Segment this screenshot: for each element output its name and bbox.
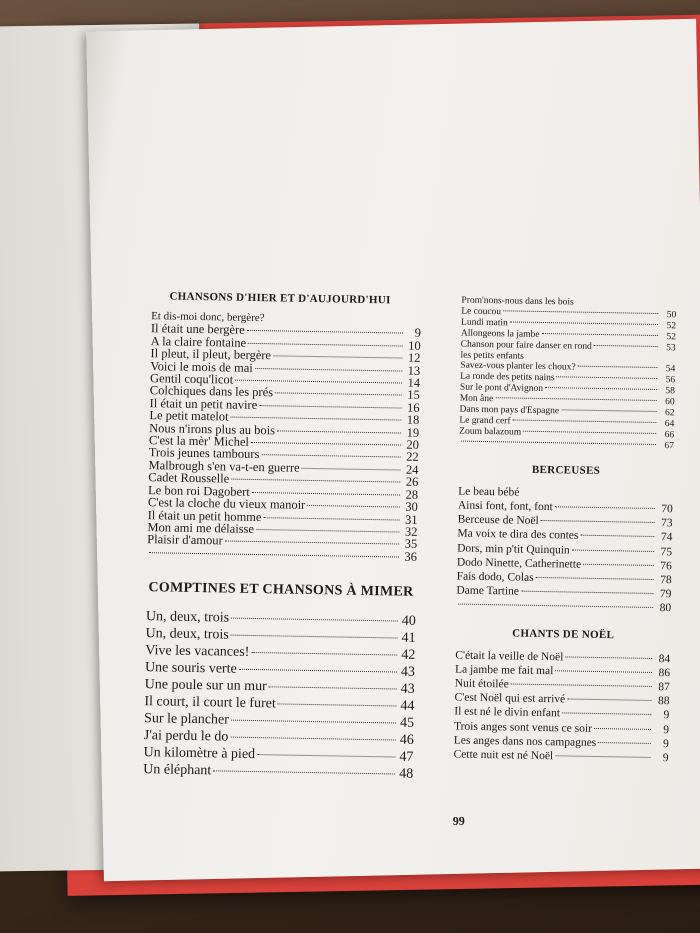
entry-title: Mon âne <box>459 393 494 405</box>
dot-leader <box>261 455 400 458</box>
dot-leader <box>503 310 658 314</box>
entry-title: Il pleut, il pleut, bergère <box>150 346 272 363</box>
dot-leader <box>252 492 400 496</box>
entry-page-number: 60 <box>665 397 675 408</box>
berceuses-list <box>456 484 673 616</box>
dot-leader <box>598 742 651 744</box>
entry-title: Dame Tartine <box>456 584 520 598</box>
entry-title: Cette nuit est né Noël <box>453 748 554 763</box>
entry-title: Malbrough s'en va-t-en guerre <box>148 458 300 475</box>
toc-entry <box>459 437 674 452</box>
entry-page-number: 42 <box>401 647 416 663</box>
dot-leader <box>264 517 400 520</box>
entry-title: Trois anges sont venus ce soir <box>453 720 593 735</box>
entry-page-number: 67 <box>664 440 675 452</box>
entry-page-number: 44 <box>400 698 415 714</box>
dot-leader <box>235 380 402 384</box>
dot-leader <box>555 755 650 758</box>
entry-title: Dors, min p'tit Quinquin <box>457 542 570 557</box>
section-title-chansons: CHANSONS D'HIER ET D'AUJOURD'HUI <box>169 290 391 307</box>
entry-title: Il court, il court le furet <box>144 694 276 712</box>
entry-title: Il était un petit navire <box>149 395 258 412</box>
dot-leader <box>572 549 654 551</box>
entry-title: Lundi matin <box>460 317 508 329</box>
dot-leader <box>594 727 651 729</box>
dot-leader <box>259 405 401 408</box>
entry-page-number: 31 <box>405 512 418 527</box>
entry-page-number: 10 <box>408 338 421 353</box>
dot-leader <box>580 535 654 537</box>
entry-page-number: 54 <box>665 364 676 375</box>
book-page <box>86 19 700 882</box>
entry-page-number: 88 <box>657 695 670 708</box>
entry-page-number: 12 <box>407 350 421 366</box>
entry-title: C'est la mèr' Michel <box>148 433 250 449</box>
dot-leader <box>557 377 658 380</box>
entry-title: C'est Noël qui est arrivé <box>454 691 566 706</box>
entry-title: Berceuse de Noël <box>457 513 539 528</box>
entry-page-number: 79 <box>659 588 672 601</box>
entry-title: Il était une bergère <box>150 321 245 338</box>
entry-page-number: 9 <box>414 326 422 341</box>
entry-title: Nuit étoilée <box>454 677 509 691</box>
dot-leader <box>583 563 654 565</box>
dot-leader <box>562 713 651 716</box>
dot-leader <box>248 343 403 347</box>
entry-title: Prom'nons-nous dans les bois <box>461 295 574 308</box>
entry-title: Le petit matelot <box>149 408 229 424</box>
entry-title: La jambe me fait mal <box>454 663 554 677</box>
entry-title: Allongeons la jambe <box>460 328 540 340</box>
section-title-berceuses: BERCEUSES <box>531 463 601 477</box>
entry-page-number: 70 <box>661 502 673 516</box>
dot-leader <box>307 505 400 508</box>
dot-leader <box>231 720 396 724</box>
dot-leader <box>458 604 653 608</box>
dot-leader <box>231 417 402 421</box>
section-title-comptines: COMPTINES ET CHANSONS À MIMER <box>148 580 414 600</box>
toc-entry <box>456 598 671 616</box>
entry-page-number: 75 <box>660 545 673 558</box>
dot-leader <box>239 669 397 673</box>
toc-entry <box>453 747 668 765</box>
dot-leader <box>255 368 402 372</box>
entry-page-number: 76 <box>660 559 672 572</box>
entry-title: Il était un petit homme <box>147 507 262 524</box>
dot-leader <box>149 552 399 557</box>
entry-title: Plaisir d'amour <box>147 532 223 548</box>
entry-title: Fais dodo, Colas <box>456 570 534 584</box>
entry-page-number: 30 <box>405 499 418 514</box>
noel-list <box>453 648 670 765</box>
entry-title: Cadet Rousselle <box>148 470 230 486</box>
entry-page-number: 40 <box>401 613 416 629</box>
entry-title: J'ai perdu le do <box>143 728 229 745</box>
entry-title: Voici le mois de mai <box>150 358 253 375</box>
entry-title: Les anges dans nos campagnes <box>453 734 597 749</box>
entry-page-number: 18 <box>406 412 420 428</box>
dot-leader <box>302 468 401 471</box>
entry-page-number: 50 <box>666 310 677 321</box>
table-of-contents <box>142 290 677 859</box>
entry-page-number: 36 <box>404 549 418 564</box>
entry-title: Un, deux, trois <box>145 626 229 643</box>
entry-title: A la claire fontaine <box>150 333 247 350</box>
dot-leader <box>511 683 652 686</box>
dot-leader <box>251 652 397 656</box>
entry-page-number: 16 <box>406 400 420 415</box>
entry-page-number: 52 <box>666 331 676 343</box>
entry-title: Nous n'irons plus au bois <box>149 420 276 437</box>
entry-title: Gentil coqu'licot <box>149 371 234 387</box>
dot-leader <box>513 419 657 423</box>
entry-title: C'est la cloche du vieux manoir <box>147 495 306 512</box>
dot-leader <box>275 393 402 396</box>
entry-page-number: 32 <box>404 524 418 539</box>
dot-leader <box>545 387 657 390</box>
entry-title: Zoum balazoum <box>459 426 522 438</box>
entry-page-number: 9 <box>662 737 669 750</box>
entry-page-number: 46 <box>399 732 414 748</box>
right-column <box>453 296 676 766</box>
entry-page-number: 66 <box>664 430 675 441</box>
entry-title: les petits enfants <box>460 350 524 362</box>
entry-title: Un kilomètre à pied <box>143 745 256 763</box>
entry-page-number: 58 <box>665 386 675 397</box>
entry-page-number: 41 <box>401 630 416 646</box>
dot-leader <box>521 591 653 594</box>
entry-title: Un, deux, trois <box>145 609 230 626</box>
dot-leader <box>231 479 400 483</box>
dot-leader <box>495 397 656 401</box>
dot-leader <box>273 356 402 359</box>
entry-title: Vive les vacances! <box>145 643 250 661</box>
dot-leader <box>578 366 658 368</box>
entry-page-number: 56 <box>665 375 676 386</box>
dot-leader <box>256 529 399 533</box>
entry-page-number: 9 <box>663 723 670 736</box>
entry-title: Ma voix te dira des contes <box>457 527 579 542</box>
entry-page-number: 84 <box>658 652 671 665</box>
entry-title: Trois jeunes tambours <box>148 445 260 462</box>
entry-page-number: 24 <box>405 462 419 477</box>
dot-leader <box>257 754 395 757</box>
entry-title: Sur le plancher <box>143 711 229 728</box>
entry-title: Le coucou <box>461 306 502 318</box>
dot-leader <box>251 442 401 446</box>
page-number: 99 <box>452 813 465 828</box>
entry-title: Dans mon pays d'Espagne <box>459 404 560 417</box>
dot-leader <box>523 431 656 434</box>
entry-title: Un éléphant <box>143 762 212 779</box>
entry-title: Ainsi font, font, font <box>457 499 553 514</box>
entry-page-number: 9 <box>663 709 670 722</box>
entry-page-number: 43 <box>400 664 416 680</box>
toc-entry <box>143 761 413 783</box>
entry-page-number: 53 <box>666 342 676 353</box>
comptines-list <box>143 608 416 783</box>
entry-page-number: 28 <box>405 487 419 502</box>
entry-page-number: 74 <box>660 531 673 544</box>
dot-leader <box>247 330 403 334</box>
entry-page-number: 13 <box>407 363 421 378</box>
entry-page-number: 15 <box>407 388 420 403</box>
entry-title: Dodo Ninette, Catherinette <box>456 556 582 571</box>
entry-page-number: 52 <box>666 320 677 332</box>
entry-title: Le grand cerf <box>459 415 511 427</box>
entry-page-number: 62 <box>664 408 675 419</box>
entry-page-number: 20 <box>406 437 420 452</box>
dot-leader <box>536 577 654 580</box>
entry-page-number: 26 <box>405 474 419 490</box>
entry-title: Et dis-moi donc, bergère? <box>151 310 265 325</box>
dot-leader <box>278 704 397 707</box>
entry-page-number: 22 <box>406 450 419 465</box>
dot-leader <box>542 333 658 336</box>
entry-page-number: 73 <box>661 517 673 530</box>
entry-page-number: 9 <box>662 752 669 765</box>
dot-leader <box>561 409 656 412</box>
dot-leader <box>567 699 651 701</box>
dot-leader <box>277 430 401 433</box>
entry-title: Une souris verte <box>144 660 237 677</box>
entry-page-number: 64 <box>664 419 675 430</box>
entry-page-number: 78 <box>660 573 672 587</box>
dot-leader <box>230 737 395 741</box>
entry-title: Il est né le divin enfant <box>454 705 561 720</box>
entry-page-number: 14 <box>407 375 421 390</box>
entry-title: Colchiques dans les prés <box>149 383 274 400</box>
entry-title: Le bon roi Dagobert <box>147 482 250 499</box>
dot-leader <box>555 506 655 509</box>
dot-leader <box>594 345 658 347</box>
entry-title: La ronde des petits nains <box>460 371 555 384</box>
dot-leader <box>461 440 656 444</box>
dot-leader <box>225 541 399 545</box>
entry-page-number: 86 <box>658 666 671 679</box>
entry-title: Savez-vous planter les choux? <box>460 361 576 374</box>
dot-leader <box>555 670 652 673</box>
dot-leader <box>541 520 655 523</box>
entry-title: Le beau bébé <box>458 485 520 499</box>
entry-title: Sur le pont d'Avignon <box>459 382 544 395</box>
continued-list <box>459 296 677 452</box>
entry-page-number: 87 <box>658 680 670 694</box>
dot-leader <box>269 686 397 689</box>
entry-page-number: 48 <box>399 766 414 782</box>
dot-leader <box>231 618 398 622</box>
entry-page-number: 80 <box>659 602 672 615</box>
entry-title: Mon ami me délaisse <box>147 520 255 536</box>
entry-page-number: 35 <box>404 536 418 552</box>
dot-leader <box>565 656 652 659</box>
section-title-noel: CHANTS DE NOËL <box>512 627 615 641</box>
entry-page-number: 19 <box>406 425 420 440</box>
entry-page-number: 47 <box>399 749 414 765</box>
dot-leader <box>213 770 395 774</box>
dot-leader <box>510 321 658 325</box>
left-column <box>143 290 421 783</box>
entry-title: C'était la veille de Noël <box>455 649 564 663</box>
entry-page-number: 45 <box>399 715 415 731</box>
entry-title: Une poule sur un mur <box>144 677 267 695</box>
entry-title: Chanson pour faire danser en rond <box>460 339 592 352</box>
dot-leader <box>231 635 398 639</box>
entry-page-number: 43 <box>400 681 415 697</box>
chansons-list <box>147 310 421 563</box>
